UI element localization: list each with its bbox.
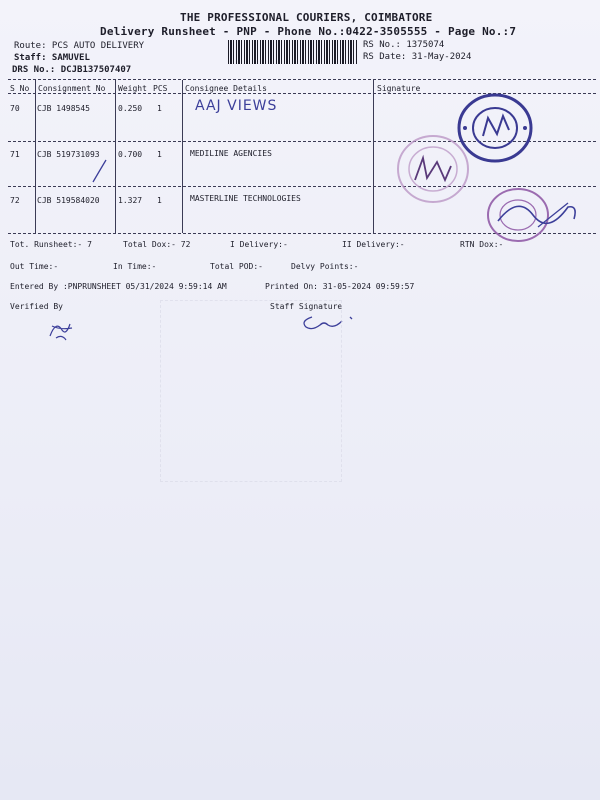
rtn-dox: RTN Dox:- [460, 240, 504, 249]
pen-tick-mark [90, 158, 110, 184]
i-delivery: I Delivery:- [230, 240, 288, 249]
in-time: In Time:- [113, 262, 157, 271]
row-consignee: MEDILINE AGENCIES [190, 149, 272, 158]
row-weight: 1.327 [118, 196, 143, 205]
table-top-rule [8, 79, 596, 80]
barcode-image [228, 40, 358, 64]
handwritten-consignee: AAJ VIEWS [195, 98, 278, 114]
header-consignment-no: Consignment No [38, 84, 106, 93]
row-consignment-no: CJB 519731093 [37, 150, 100, 159]
header-signature: Signature [377, 84, 421, 93]
verified-by-label: Verified By [10, 302, 63, 311]
row-sno: 71 [10, 150, 20, 159]
printed-on: Printed On: 31-05-2024 09:59:57 [265, 282, 415, 291]
company-stamp-faded [393, 132, 473, 206]
header-weight: Weight [118, 84, 147, 93]
entered-by: Entered By :PNPRUNSHEET 05/31/2024 9:59:14 AM [10, 282, 227, 291]
header-pcs: PCS [153, 84, 168, 93]
row-consignment-no: CJB 1498545 [37, 104, 90, 113]
row-consignment-no: CJB 519584020 [37, 196, 100, 205]
drs-number: DRS No.: DCJB137507407 [12, 65, 132, 75]
header-sno: S No [10, 84, 30, 93]
rs-date: RS Date: 31-May-2024 [363, 52, 472, 62]
column-divider [35, 80, 36, 233]
out-time: Out Time:- [10, 262, 59, 271]
bleed-through-shadow [160, 300, 342, 482]
row-sno: 72 [10, 196, 20, 205]
total-dox: Total Dox:- 72 [123, 240, 191, 249]
row-weight: 0.700 [118, 150, 143, 159]
runsheet-subtitle: Delivery Runsheet - PNP - Phone No.:0422-3505555 - Page No.:7 [100, 25, 517, 38]
row-consignee: MASTERLINE TECHNOLOGIES [190, 194, 301, 203]
staff-signature-label: Staff Signature [270, 302, 343, 311]
verifier-signature [44, 316, 78, 342]
column-divider [115, 80, 116, 233]
route-label: Route: PCS AUTO DELIVERY [14, 41, 145, 51]
column-divider [373, 80, 374, 233]
row-pcs: 1 [157, 104, 162, 113]
staff-label: Staff: SAMUVEL [14, 53, 90, 63]
total-runsheet: Tot. Runsheet:- 7 [10, 240, 92, 249]
company-title: THE PROFESSIONAL COURIERS, COIMBATORE [180, 11, 433, 24]
row-pcs: 1 [157, 150, 162, 159]
rs-number: RS No.: 1375074 [363, 40, 445, 50]
row-pcs: 1 [157, 196, 162, 205]
delvy-points: Delvy Points:- [291, 262, 359, 271]
header-consignee-details: Consignee Details [185, 84, 267, 93]
total-pod: Total POD:- [210, 262, 263, 271]
row-sno: 70 [10, 104, 20, 113]
column-divider [182, 80, 183, 233]
ii-delivery: II Delivery:- [342, 240, 405, 249]
row-weight: 0.250 [118, 104, 143, 113]
